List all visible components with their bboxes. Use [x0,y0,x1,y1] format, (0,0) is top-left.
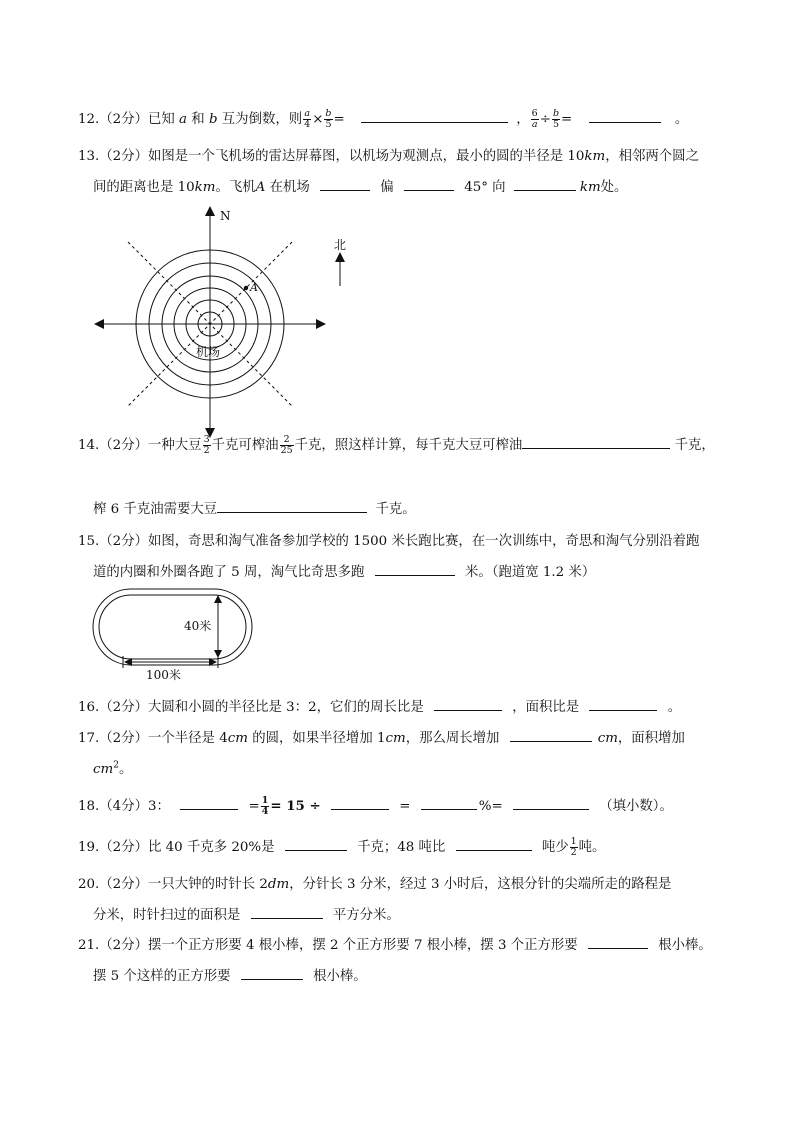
divide-sign: ÷ [539,112,551,127]
unit: dm [267,877,290,892]
text: ，面积增加 [617,731,685,746]
track-inner [99,595,246,659]
north-label: N [220,209,231,223]
text: ，那么周长增加 [405,731,500,746]
fraction: $\frac{1}{2}$ [570,836,577,858]
fraction: $\frac{a}{4}$ [304,108,311,130]
question-12 [78,108,688,130]
text: 45° 向 [464,180,506,195]
text: 的圆，如果半径增加 1 [247,731,386,746]
text: （填小数）。 [599,799,673,814]
unit: cm [93,762,114,777]
score: （2分） [99,700,148,715]
period: 。 [674,112,689,127]
text: ，面积比是 [512,700,580,715]
score: （4分） [99,799,148,814]
text: 在机场 [269,180,310,195]
answer-blank[interactable] [331,796,389,810]
comma: ， [516,112,530,127]
unit: cm [385,731,406,746]
answer-blank[interactable] [285,837,347,851]
question-number: 14. [78,438,100,453]
score: （2分） [99,938,148,953]
point-a-label: A [250,281,258,294]
question-21-line-2 [93,965,367,984]
text: 千克， [674,438,715,453]
fraction: $\frac{1}{4}$ [261,795,269,817]
point-a [244,286,248,290]
fraction: $\frac{b}{5}$ [552,108,560,130]
answer-blank[interactable] [514,177,576,191]
text: 如图是一个飞机场的雷达屏幕图，以机场为观测点，最小的圆的半径是 10 [148,149,585,164]
text: 已知 [148,112,175,127]
unit: km [584,149,606,164]
answer-blank[interactable] [421,796,477,810]
question-14 [78,434,715,456]
text: 千克。 [375,502,416,517]
text: 和 [191,112,205,127]
question-17 [78,727,685,746]
length-label: 100米 [146,668,181,682]
side-north-label: 北 [334,238,347,252]
question-number: 21. [78,938,100,953]
question-number: 13. [78,149,100,164]
text: 榨 6 千克油需要大豆 [93,502,218,517]
question-14-line-2 [93,498,416,517]
question-21 [78,934,712,953]
track-diagram [90,586,260,682]
fraction: $\frac{b}{5}$ [325,108,332,130]
answer-blank[interactable] [217,499,367,513]
answer-blank[interactable] [404,177,454,191]
fraction: $\frac{3}{2}$ [203,434,210,456]
text: 比 40 千克多 20%是 [148,840,275,855]
answer-blank[interactable] [241,966,303,980]
radar-diagram [88,200,368,442]
score: （2分） [99,877,148,892]
unit: km [194,180,216,195]
question-20-line-2 [93,904,400,923]
score: （2分） [99,149,148,164]
period: 。 [667,700,682,715]
question-13 [78,145,699,164]
text: ，分针长 3 分米，经过 3 小时后，这根分针的尖端所走的路程是 [289,877,672,892]
text: 千克可榨油 [211,438,279,453]
answer-blank[interactable] [588,935,648,949]
equals-sign: = [248,799,260,814]
text: 处。 [600,180,628,195]
text: 大圆和小圆的半径比是 3：2，它们的周长比是 [148,700,424,715]
text: 一只大钟的时针长 2 [148,877,268,892]
score: （2分） [99,112,148,127]
text: 根小棒。 [658,938,712,953]
text: 间的距离也是 10 [93,180,195,195]
question-13-line-2 [93,176,627,195]
track-outer [93,589,252,665]
text: %= [478,799,503,814]
text: 一个半径是 4 [148,731,228,746]
text: 摆 5 个这样的正方形要 [93,969,231,984]
question-15-line-2 [93,561,595,580]
score: （2分） [99,731,148,746]
text: 平方分米。 [332,908,400,923]
question-19 [78,836,605,858]
text: 米。（跑道宽 1.2 米） [464,565,596,580]
var-A: A [255,180,266,195]
question-16 [78,696,681,715]
score: （2分） [99,534,148,549]
fraction: $\frac{2}{25}$ [280,434,293,456]
fraction: $\frac{6}{a}$ [531,108,538,130]
answer-blank[interactable] [180,796,238,810]
question-number: 20. [78,877,100,892]
question-number: 15. [78,534,100,549]
score: （2分） [99,840,148,855]
question-18 [78,795,673,817]
answer-blank[interactable] [251,905,323,919]
times-sign: × [312,112,324,127]
answer-blank[interactable] [456,837,532,851]
text: 偏 [380,180,394,195]
text: ，相邻两个圆之 [605,149,699,164]
answer-blank[interactable] [589,109,661,123]
question-number: 19. [78,840,100,855]
text: 千克；48 吨比 [357,840,446,855]
question-number: 16. [78,700,100,715]
text: 吨少 [541,840,569,855]
text: = 15 ÷ [270,798,321,814]
period: 。 [118,762,133,777]
score: （2分） [99,438,148,453]
answer-blank[interactable] [434,697,502,711]
text: 一种大豆 [148,438,202,453]
unit: cm [227,731,248,746]
answer-blank[interactable] [320,177,370,191]
text: 如图，奇思和淘气准备参加学校的 1500 米长跑比赛，在一次训练中，奇思和淘气分别沿着跑 [148,534,700,549]
height-label: 40米 [184,619,212,633]
equals-sign: = [399,799,411,814]
question-15 [78,530,699,549]
question-number: 17. [78,731,100,746]
text: 分米，时针扫过的面积是 [93,908,241,923]
var-b: b [208,112,218,127]
airport-label: 机场 [196,345,221,359]
text: 3： [148,799,170,814]
text: 。飞机 [215,180,256,195]
question-number: 12. [78,112,100,127]
question-17-line-2 [93,758,132,777]
text: 根小棒。 [313,969,367,984]
question-number: 18. [78,799,100,814]
question-20 [78,873,671,892]
answer-blank[interactable] [522,435,670,449]
var-a: a [179,112,188,127]
answer-blank[interactable] [510,728,592,742]
unit: km [579,180,601,195]
answer-blank[interactable] [375,562,455,576]
unit: cm [597,731,618,746]
answer-blank[interactable] [589,697,657,711]
superscript: 2 [113,760,119,771]
answer-blank[interactable] [361,109,508,123]
equals-sign: = [561,112,573,127]
text: 千克，照这样计算，每千克大豆可榨油 [294,438,523,453]
text: 吨。 [578,840,606,855]
equals-sign: = [333,112,345,127]
answer-blank[interactable] [513,796,589,810]
text: 道的内圈和外圈各跑了 5 周，淘气比奇思多跑 [93,565,365,580]
text: 互为倒数，则 [221,112,303,127]
text: 摆一个正方形要 4 根小棒，摆 2 个正方形要 7 根小棒，摆 3 个正方形要 [148,938,578,953]
